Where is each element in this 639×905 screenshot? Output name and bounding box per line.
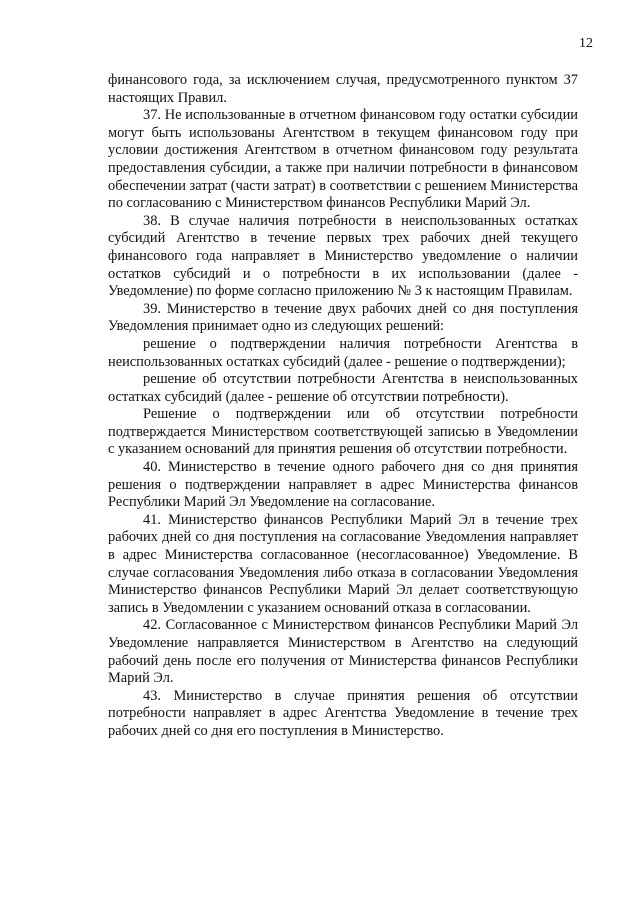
paragraph-continuation: финансового года, за исключением случая, предусмотренного пунктом 37 настоящих Правил. <box>108 72 578 106</box>
paragraph-38: 38. В случае наличия потребности в неиспользованных остатках субсидий Агентство в течение первых трех рабочих дней текущего финансового года направляет в Министерство уведомление о наличии остатков субсидий и о потребности в их использовании (далее - Уведомление) по форме согласно приложению № 3 к настоящим Правилам. <box>108 212 578 300</box>
paragraph-40: 40. Министерство в течение одного рабочего дня со дня принятия решения о подтверждении направляет в адрес Министерства финансов Республики Марий Эл Уведомление на согласование. <box>108 459 578 511</box>
paragraph-39: 39. Министерство в течение двух рабочих дней со дня поступления Уведомления принимает одно из следующих решений: <box>108 300 578 335</box>
paragraph-39-record: Решение о подтверждении или об отсутствии потребности подтверждается Министерством соответствующей записью в Уведомлении с указанием оснований для принятия решения об отсутствии потребности. <box>108 406 578 458</box>
document-body <box>108 72 578 741</box>
page-number: 12 <box>579 36 593 51</box>
paragraph-41: 41. Министерство финансов Республики Марий Эл в течение трех рабочих дней со дня поступления на согласование Уведомления направляет в адрес Министерства согласованное (несогласованное) Уведомление. В случае согласования Уведомления либо отказа в согласовании Уведомления Министерство финансов Республики Марий Эл делает соответствующую запись в Уведомлении с указанием оснований отказа в согласовании. <box>108 511 578 616</box>
paragraph-39-decision-confirm: решение о подтверждении наличия потребности Агентства в неиспользованных остатках субсидий (далее - решение о подтверждении); <box>108 335 578 370</box>
paragraph-43: 43. Министерство в случае принятия решения об отсутствии потребности направляет в адрес Агентства Уведомление в течение трех рабочих дней со дня его поступления в Министерство. <box>108 687 578 739</box>
paragraph-42: 42. Согласованное с Министерством финансов Республики Марий Эл Уведомление направляется Министерством в Агентство на следующий рабочий день после его получения от Министерства финансов Республики Марий Эл. <box>108 617 578 687</box>
paragraph-39-decision-absence: решение об отсутствии потребности Агентства в неиспользованных остатках субсидий (далее - решение об отсутствии потребности). <box>108 371 578 405</box>
paragraph-37: 37. Не использованные в отчетном финансовом году остатки субсидии могут быть использованы Агентством в текущем финансовом году при условии достижения Агентством в отчетном финансовом году результата предоставления субсидии, а также при наличии потребности в финансовом обеспечении затрат (части затрат) в соответствии с решением Министерства по согласованию с Министерством финансов Республики Марий Эл. <box>108 107 578 212</box>
